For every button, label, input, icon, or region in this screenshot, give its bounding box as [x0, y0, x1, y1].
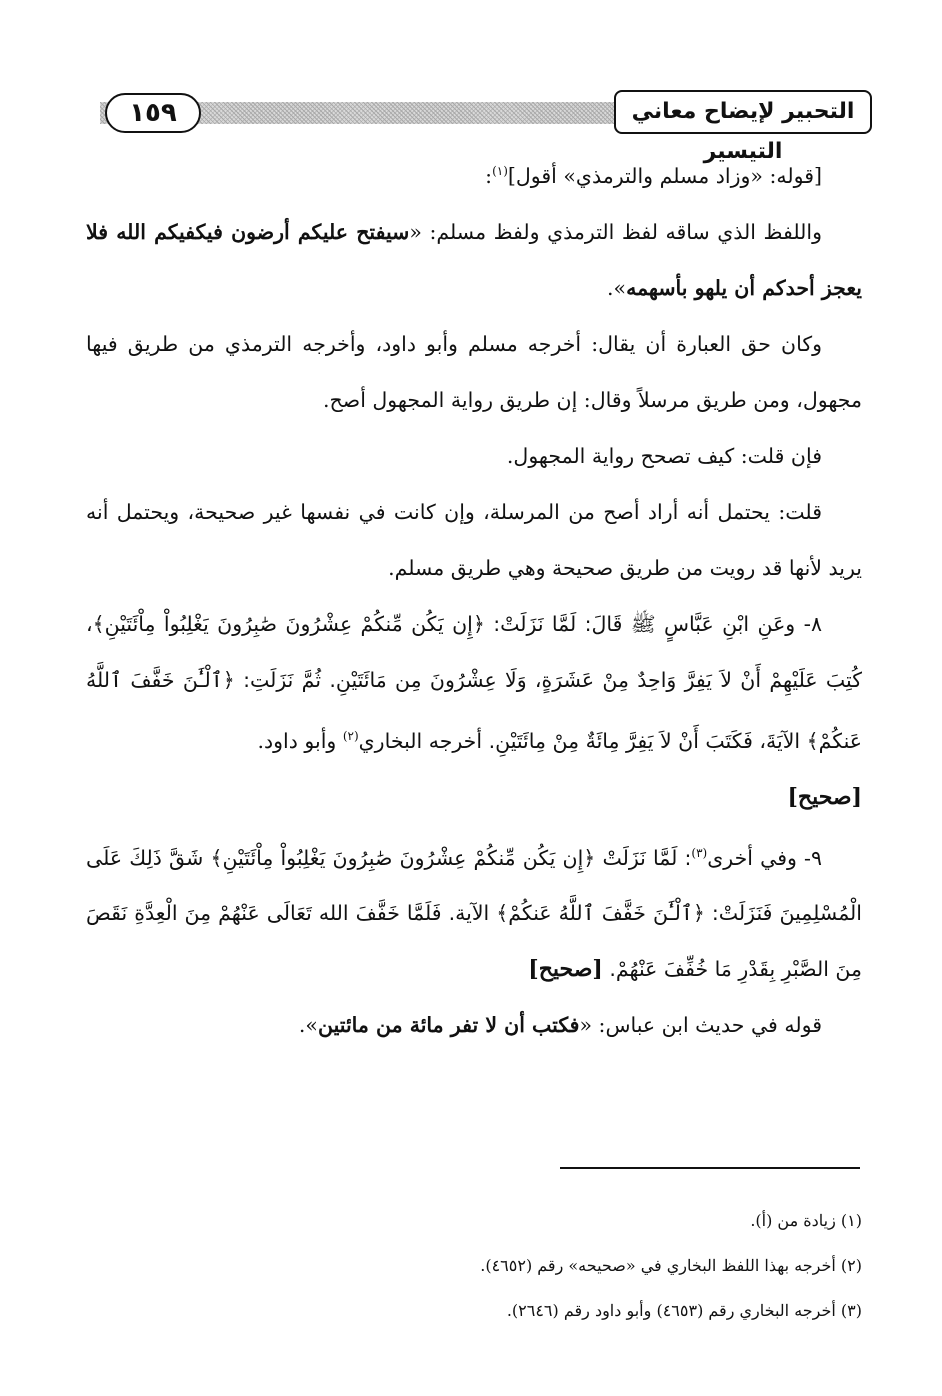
bold-quote: سيفتح عليكم أرضون فيكفيكم الله فلا يعجز أحدكم أن يلهو بأسهمه [86, 219, 862, 300]
footnote-3: (٣) أخرجه البخاري رقم (٤٦٥٣) وأبو داود رقم (٢٦٤٦). [506, 1301, 862, 1320]
text: واللفظ الذي ساقه لفظ الترمذي ولفظ مسلم: « [409, 219, 822, 244]
main-text [86, 143, 862, 1053]
footnotes [86, 1198, 862, 1333]
hadith-8 [86, 596, 862, 825]
paragraph-commentary [86, 997, 862, 1053]
footnote-1: (١) زيادة من (أ). [750, 1211, 862, 1230]
grading-badge: [صحيح] [787, 783, 862, 810]
footnote-ref-3[interactable]: (٣) [691, 845, 708, 860]
text: وأبو داود. [257, 728, 343, 753]
paragraph-answer: قلت: يحتمل أنه أراد أصح من المرسلة، وإن كانت في نفسها غير صحيحة، ويحتمل أنه يريد لأنها قد رويت من طريق صحيحة وهي طريق مسلم. [86, 499, 862, 580]
text: : [485, 163, 493, 188]
text: قوله في حديث ابن عباس: « [579, 1013, 822, 1038]
paragraph-quote-header [86, 143, 862, 204]
text: ». [298, 1013, 318, 1038]
book-title: التحبير لإيضاح معاني التيسير [614, 90, 872, 134]
footnote-ref-2[interactable]: (٢) [342, 728, 359, 743]
footnote-divider [560, 1167, 860, 1169]
grading-badge: [صحيح] [528, 956, 603, 983]
paragraph-muslim-wording [86, 204, 862, 316]
paragraph-proper-phrasing: وكان حق العبارة أن يقال: أخرجه مسلم وأبو داود، وأخرجه الترمذي من طريق فيها مجهول، ومن طريق مرسلاً وقال: إن طريق رواية المجهول أصح. [86, 331, 862, 412]
hadith-text: : لَمَّا نَزَلَتْ ﴿إِن يَكُن مِّنكُمْ عِشْرُونَ صَٰبِرُونَ يَغْلِبُواْ مِاْئَتَيْنِ﴾ شَقَّ ذَلِكَ عَلَى الْمُسْلِمِينَ فَنَزَلَتْ: ﴿ٱلْـَٰٔنَ خَفَّفَ ٱللَّهُ عَنكُمْ﴾ الآية. فَلَمَّا خَفَّفَ الله تَعَالَى عَنْهُمْ مِنَ الْعِدَّةِ نَقَصَ مِنَ الصَّبْرِ بِقَدْرِ مَا خُفِّفَ عَنْهُمْ. [86, 845, 862, 982]
hadith-text: ٨- وعَنِ ابْنِ عَبَّاسٍ ﷺ قَالَ: لَمَّا نَزَلَتْ: ﴿إِن يَكُن مِّنكُمْ عِشْرُونَ صَٰبِرُونَ يَغْلِبُواْ مِاْئَتَيْنِ﴾، كُتِبَ عَلَيْهِمْ أَنْ لاَ يَفِرَّ وَاحِدٌ مِنْ عَشَرَةٍ، وَلَا عِشْرُونَ مِن مَائَتَيْنِ. ثُمَّ نَزَلَتِ: ﴿ٱلْـَٰٔنَ خَفَّفَ ٱللَّهُ عَنكُمْ﴾ الآيَةَ، فَكَتَبَ أَنْ لاَ يَفِرَّ مِائَةٌ مِنْ مِائَتَيْنِ. أخرجه البخاري [86, 611, 862, 753]
hadith-9 [86, 825, 862, 998]
page-number: ١٥٩ [105, 93, 201, 133]
bold-quote: فكتب أن لا تفر مائة من مائتين [317, 1013, 580, 1038]
footnote-ref-1[interactable]: (١) [492, 164, 508, 178]
footnote-2: (٢) أخرجه بهذا اللفظ البخاري في «صحيحه» رقم (٤٦٥٢). [480, 1256, 862, 1275]
text: ٩- وفي أخرى [707, 845, 822, 870]
text: ». [607, 275, 627, 300]
text: [قوله: «وزاد مسلم والترمذي» أقول] [507, 163, 822, 188]
paragraph-question: فإن قلت: كيف تصحح رواية المجهول. [506, 443, 822, 468]
running-header [100, 92, 872, 164]
